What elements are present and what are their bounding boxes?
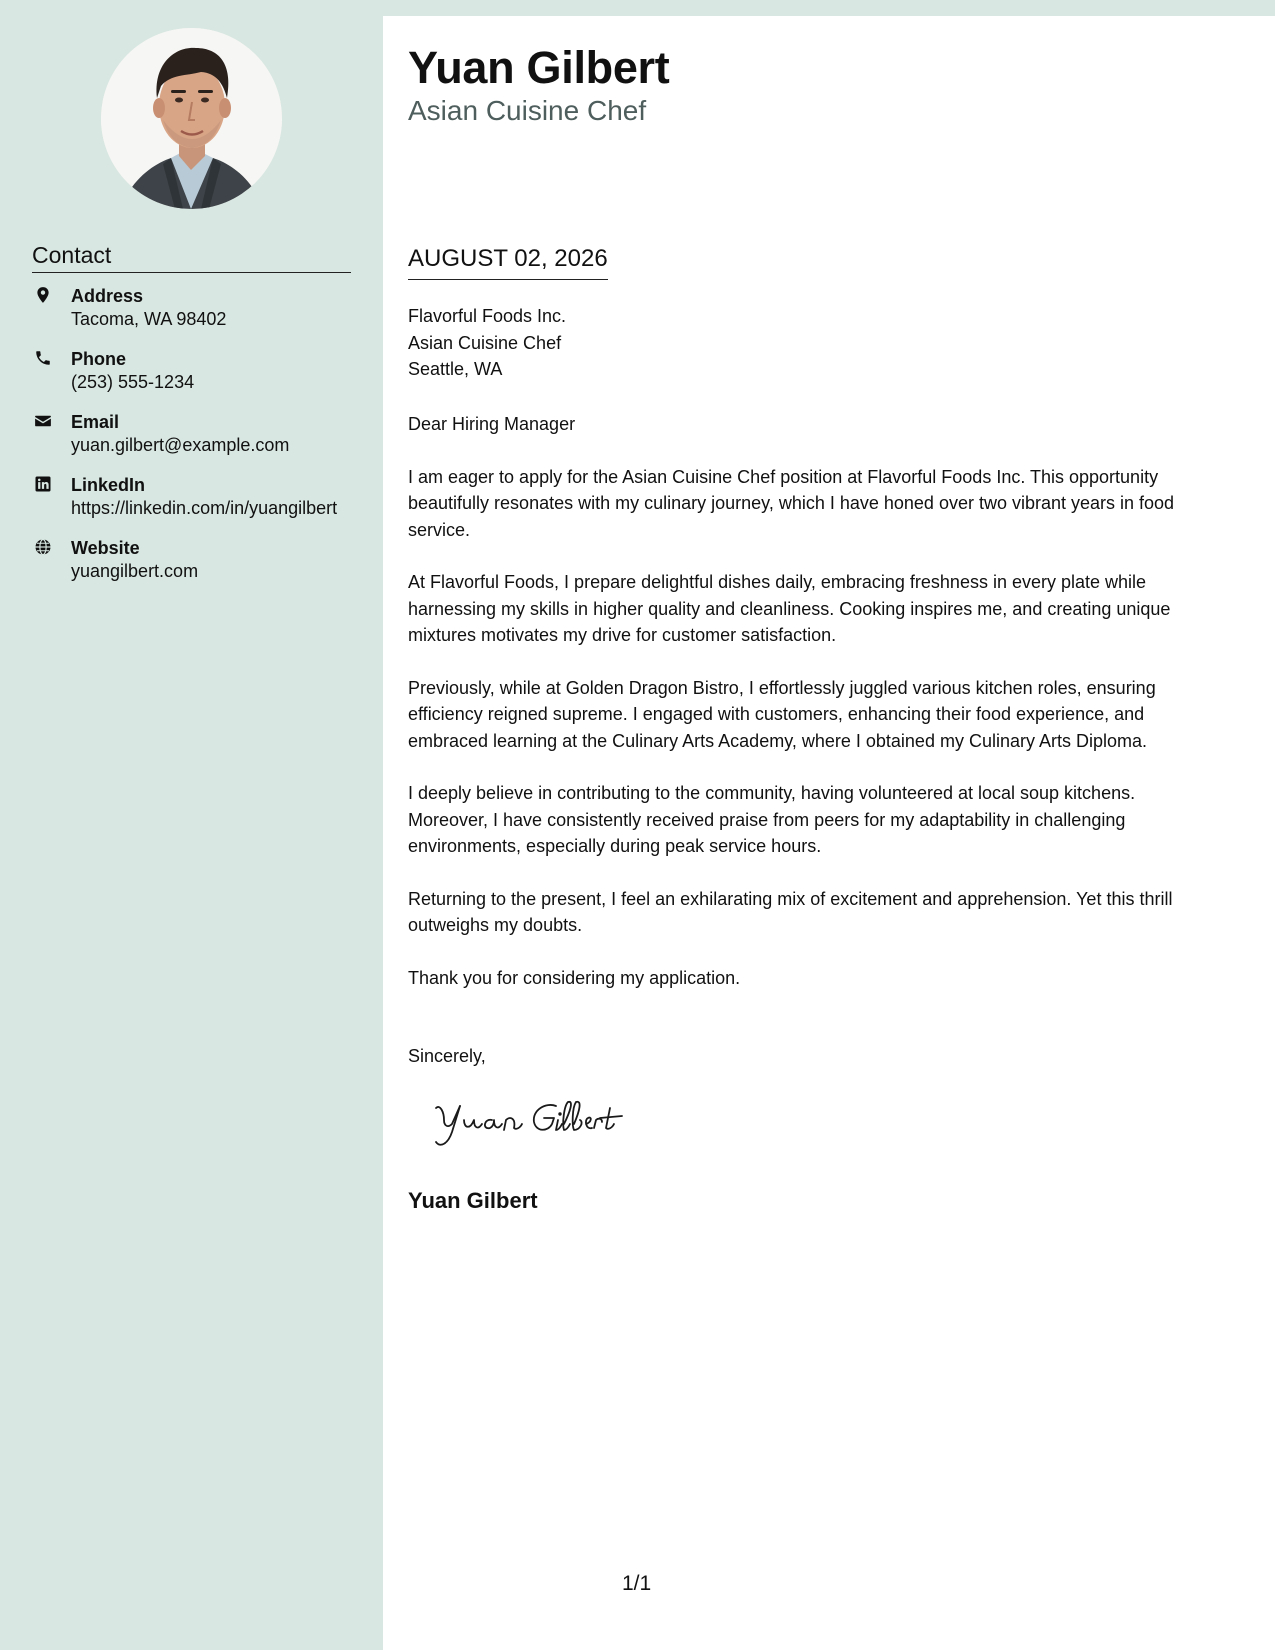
salutation: Dear Hiring Manager	[408, 414, 576, 434]
linkedin-icon	[34, 475, 52, 493]
contact-item-linkedin	[32, 473, 357, 519]
letter-paragraph: I deeply believe in contributing to the community, having volunteered at local soup kitchens. Moreover, I have consistently received praise from peers for my adaptability in challenging environments, especially during peak service hours.	[408, 783, 1136, 856]
contact-item-email	[32, 410, 357, 456]
recipient-location: Seattle, WA	[408, 359, 503, 379]
contact-item-address	[32, 284, 357, 330]
contact-label: Phone	[71, 349, 127, 369]
contact-label: LinkedIn	[71, 475, 146, 495]
applicant-title: Asian Cuisine Chef	[408, 95, 647, 126]
contact-item-website	[32, 536, 357, 582]
handwritten-signature	[430, 1094, 660, 1154]
letter-paragraph: Thank you for considering my application.	[408, 967, 741, 988]
email-icon	[34, 412, 52, 430]
signed-name: Yuan Gilbert	[408, 1188, 538, 1213]
profile-photo	[101, 28, 282, 209]
contact-list	[32, 284, 357, 599]
page-number: 1/1	[622, 1572, 652, 1595]
contact-label: Address	[71, 286, 144, 306]
recipient-company: Flavorful Foods Inc.	[408, 306, 567, 326]
letter-paragraph: I am eager to apply for the Asian Cuisine Chef position at Flavorful Foods Inc. This opportunity beautifully resonates with my culinary journey, which I have honed over two vibrant years in food service.	[408, 466, 1175, 540]
website-value[interactable]: yuangilbert.com	[71, 561, 199, 581]
phone-icon	[34, 349, 52, 367]
contact-label: Email	[71, 412, 120, 432]
contact-item-phone	[32, 347, 357, 393]
location-pin-icon	[34, 286, 52, 304]
address-value: Tacoma, WA 98402	[71, 309, 227, 329]
email-value[interactable]: yuan.gilbert@example.com	[71, 435, 290, 455]
letter-body	[408, 411, 1208, 1017]
recipient-position: Asian Cuisine Chef	[408, 332, 562, 353]
avatar	[101, 28, 282, 209]
linkedin-value[interactable]: https://linkedin.com/in/yuangilbert	[71, 498, 338, 518]
letter-date: AUGUST 02, 2026	[408, 243, 608, 280]
phone-value[interactable]: (253) 555-1234	[71, 372, 195, 392]
recipient-block	[408, 303, 566, 383]
contact-heading: Contact	[32, 240, 351, 273]
globe-icon	[34, 538, 52, 556]
top-accent-strip	[383, 0, 1275, 16]
letter-paragraph: Previously, while at Golden Dragon Bistro, I effortlessly juggled various kitchen roles, ensuring efficiency reigned supreme. I engaged with customers, enhancing their food experience, and embraced learning at the Culinary Arts Academy, where I obtained my Culinary Arts Diploma.	[408, 677, 1156, 751]
letter-paragraph: Returning to the present, I feel an exhilarating mix of excitement and apprehension. Yet this thrill outweighs my doubts.	[408, 888, 1173, 935]
contact-label: Website	[71, 538, 140, 558]
applicant-name: Yuan Gilbert	[408, 42, 670, 93]
closing: Sincerely,	[408, 1046, 486, 1066]
letter-paragraph: At Flavorful Foods, I prepare delightful dishes daily, embracing freshness in every plate while harnessing my skills in higher quality and cleanliness. Cooking inspires me, and creating unique mixtures motivates my drive for customer satisfaction.	[408, 572, 1171, 645]
